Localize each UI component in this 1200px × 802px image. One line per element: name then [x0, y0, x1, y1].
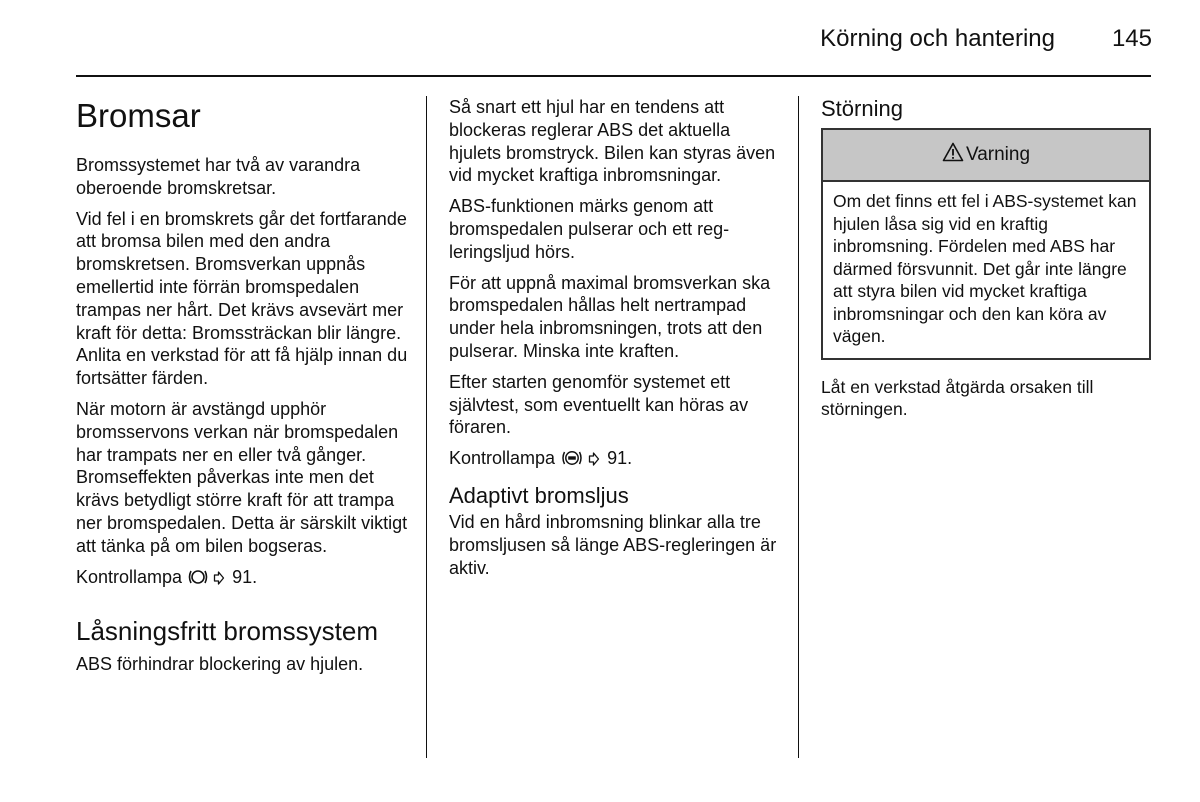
page-reference-arrow-icon	[588, 449, 600, 472]
paragraph: ABS-funktionen märks genom att bromspedalen pulserar och ett regleringsljud hörs.	[449, 196, 730, 262]
paragraph: Bromssystemet har två av varandra oberoende bromskretsar.	[76, 155, 361, 198]
brake-warning-icon	[188, 568, 208, 592]
ref-page-number: 91.	[232, 566, 258, 587]
section-heading-abs: Låsningsfritt bromssystem	[76, 616, 378, 647]
column-left	[76, 96, 411, 684]
ref-label: Kontrollampa	[76, 566, 183, 587]
paragraph: När motorn är avstängd upphör bromsservons verkan när bromspedalen har trampats ner en eller två gånger. Bromseffekten påverkas inte men det krävs betydligt större kraft för att trampa ner bromspedalen. Detta är särskilt viktigt att tänka på om bilen bogseras.	[76, 398, 408, 556]
paragraph: Efter starten genomför systemet ett självtest, som eventuellt kan höras av föraren.	[449, 371, 749, 438]
column-divider	[798, 96, 799, 758]
page-header	[0, 24, 1152, 58]
warning-box	[821, 128, 1151, 360]
header-rule	[76, 75, 1151, 77]
cross-reference	[76, 566, 411, 592]
warning-body	[823, 182, 1149, 358]
paragraph: Så snart ett hjul har en tendens att blockeras reglerar ABS det aktuella hjulets bromstryck. Bilen kan styras även vid mycket kraftiga inbromsningar.	[449, 97, 776, 186]
column-middle	[449, 96, 784, 587]
paragraph: ABS förhindrar blockering av hjulen.	[76, 654, 364, 675]
section-heading-adaptive-brake-light: Adaptivt bromsljus	[449, 482, 629, 508]
chapter-title: Körning och hantering	[820, 25, 1055, 52]
paragraph: För att uppnå maximal bromsverkan ska bromspedalen hållas helt nertrampad under hela inbromsningen, trots att den pulserar. Minska inte kraften.	[449, 272, 771, 361]
section-heading-fault: Störning	[821, 96, 903, 121]
column-divider	[426, 96, 427, 758]
page-reference-arrow-icon	[213, 568, 225, 591]
ref-page-number: 91.	[607, 448, 633, 469]
section-heading-bromsar: Bromsar	[76, 97, 201, 134]
paragraph: Vid en hård inbromsning blinkar alla tre bromsljusen så länge ABS-regleringen är aktiv.	[449, 511, 777, 578]
warning-text: Om det finns ett fel i ABS-systemet kan hjulen låsa sig vid en kraftig inbromsning. Fördelen med ABS har därmed försvunnit. Det går inte längre att styra bilen vid mycket kraftiga inbromsningar och den kan köra av vägen.	[833, 191, 1137, 346]
abs-icon	[561, 449, 583, 473]
warning-header	[823, 130, 1149, 182]
cross-reference	[449, 447, 784, 473]
ref-label: Kontrollampa	[449, 448, 556, 469]
paragraph: Låt en verkstad åtgärda orsaken till störningen.	[821, 376, 1094, 419]
paragraph: Vid fel i en bromskrets går det fortfarande att bromsa bilen med den andra bromskretsen. Bromsverkan uppnås emellertid inte förrän bromspedalen trampas ner hårt. Det krävs avsevärt mer kraft för detta: Bromssträckan blir längre. Anlita en verkstad för att få hjälp innan du fortsätter färden.	[76, 208, 408, 389]
warning-title: Varning	[965, 144, 1031, 165]
warning-triangle-icon	[942, 142, 964, 168]
page-number: 145	[1111, 25, 1152, 52]
column-right	[821, 96, 1151, 429]
